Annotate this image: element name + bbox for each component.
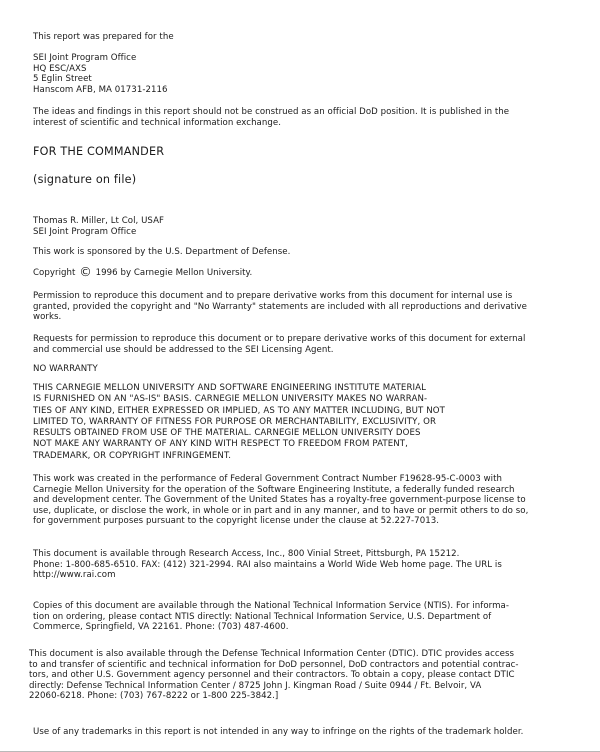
requests-paragraph bbox=[33, 334, 525, 355]
signatory-name: Thomas R. Miller, Lt Col, USAF bbox=[33, 216, 165, 226]
paragraph-line: This document is available through Research Access, Inc., 800 Vinial Street, Pittsburgh, PA 15212. bbox=[33, 549, 460, 559]
paragraph-line: Phone: 1-800-685-6510. FAX: (412) 321-2994. RAI also maintains a World Wide Web home page. The URL is bbox=[33, 559, 502, 570]
contract-paragraph bbox=[33, 474, 528, 527]
paragraph-line: tors, and other U.S. Government agency personnel and their contractors. To obtain a copy, please contact DTIC bbox=[29, 670, 515, 681]
ideas-paragraph bbox=[33, 107, 509, 128]
copyright-prefix: Copyright bbox=[33, 268, 76, 278]
paragraph-line: granted, provided the copyright and "No Warranty" statements are included with all reproductions and derivative bbox=[33, 301, 527, 312]
paragraph-line: LIMITED TO, WARRANTY OF FITNESS FOR PURPOSE OR MERCHANTABILITY, EXCLUSIVITY, OR bbox=[33, 416, 437, 427]
trademark-note: Use of any trademarks in this report is not intended in any way to infringe on the rights of the trademark holder. bbox=[33, 727, 524, 737]
paragraph-line: Permission to reproduce this document and to prepare derivative works from this document for internal use is bbox=[33, 291, 513, 301]
paragraph-line: 22060-6218. Phone: (703) 767-8222 or 1-800 225-3842.] bbox=[29, 691, 279, 702]
paragraph-line: Copies of this document are available through the National Technical Information Service (NTIS). For informa- bbox=[33, 601, 509, 611]
signatory-office: SEI Joint Program Office bbox=[33, 226, 137, 237]
copyright-line bbox=[33, 264, 253, 279]
paragraph-line: RESULTS OBTAINED FROM USE OF THE MATERIAL. CARNEGIE MELLON UNIVERSITY DOES bbox=[33, 428, 421, 439]
warranty-paragraph bbox=[33, 383, 445, 462]
rai-paragraph bbox=[33, 549, 502, 581]
no-warranty-heading: NO WARRANTY bbox=[33, 364, 98, 374]
address-line: 5 Eglin Street bbox=[33, 74, 92, 85]
copyright-icon: © bbox=[79, 264, 92, 279]
paragraph-line: This document is also available through the Defense Technical Information Center (DTIC). DTIC provides access bbox=[29, 649, 515, 659]
paragraph-line: This work was created in the performance of Federal Government Contract Number F19628-95-C-0003 with bbox=[33, 474, 503, 484]
prepared-for-line: This report was prepared for the bbox=[33, 32, 174, 42]
copyright-suffix: 1996 by Carnegie Mellon University. bbox=[95, 268, 253, 278]
signatory-block bbox=[33, 216, 164, 237]
paragraph-line: Requests for permission to reproduce this document or to prepare derivative works of this document for external bbox=[33, 334, 526, 344]
paragraph-line: THIS CARNEGIE MELLON UNIVERSITY AND SOFTWARE ENGINEERING INSTITUTE MATERIAL bbox=[33, 383, 427, 393]
paragraph-line: interest of scientific and technical information exchange. bbox=[33, 117, 281, 128]
ntis-paragraph bbox=[33, 601, 509, 633]
signature-note: (signature on file) bbox=[33, 173, 137, 186]
paragraph-line: The ideas and findings in this report should not be construed as an official DoD position. It is published in the bbox=[33, 107, 510, 117]
address-line: SEI Joint Program Office bbox=[33, 53, 137, 63]
paragraph-line: directly: Defense Technical Information Center / 8725 John J. Kingman Road / Suite 0944 / Ft. Belvoir, VA bbox=[29, 680, 482, 691]
paragraph-line: and development center. The Government of the United States has a royalty-free government-purpose license to bbox=[33, 495, 526, 506]
paragraph-line: NOT MAKE ANY WARRANTY OF ANY KIND WITH RESPECT TO FREEDOM FROM PATENT, bbox=[33, 439, 408, 450]
paragraph-line: IS FURNISHED ON AN "AS-IS" BASIS. CARNEGIE MELLON UNIVERSITY MAKES NO WARRAN- bbox=[33, 394, 428, 405]
address-line: HQ ESC/AXS bbox=[33, 63, 87, 74]
paragraph-line: tion on ordering, please contact NTIS directly: National Technical Information Service, U.S. Department of bbox=[33, 611, 492, 622]
dtic-paragraph bbox=[29, 649, 519, 702]
paragraph-line: Carnegie Mellon University for the operation of the Software Engineering Institute, a federally funded research bbox=[33, 484, 515, 495]
paragraph-line: and commercial use should be addressed to the SEI Licensing Agent. bbox=[33, 344, 334, 355]
paragraph-line: TRADEMARK, OR COPYRIGHT INFRINGEMENT. bbox=[33, 450, 232, 461]
paragraph-line: Commerce, Springfield, VA 22161. Phone: (703) 487-4600. bbox=[33, 622, 289, 633]
address-line: Hanscom AFB, MA 01731-2116 bbox=[33, 84, 168, 95]
paragraph-line: works. bbox=[33, 312, 62, 323]
paragraph-line: TIES OF ANY KIND, EITHER EXPRESSED OR IMPLIED, AS TO ANY MATTER INCLUDING, BUT NOT bbox=[33, 405, 445, 416]
permission-paragraph bbox=[33, 291, 527, 323]
office-address bbox=[33, 53, 168, 95]
paragraph-line: use, duplicate, or disclose the work, in whole or in part and in any manner, and to have or permit others to do so, bbox=[33, 505, 529, 516]
sponsor-line: This work is sponsored by the U.S. Department of Defense. bbox=[33, 247, 291, 257]
paragraph-line: to and transfer of scientific and technical information for DoD personnel, DoD contractors and potential contrac- bbox=[29, 659, 519, 670]
paragraph-line: for government purposes pursuant to the copyright license under the clause at 52.227-7013. bbox=[33, 516, 440, 527]
commander-heading: FOR THE COMMANDER bbox=[33, 145, 165, 158]
paragraph-line: http://www.rai.com bbox=[33, 570, 116, 581]
